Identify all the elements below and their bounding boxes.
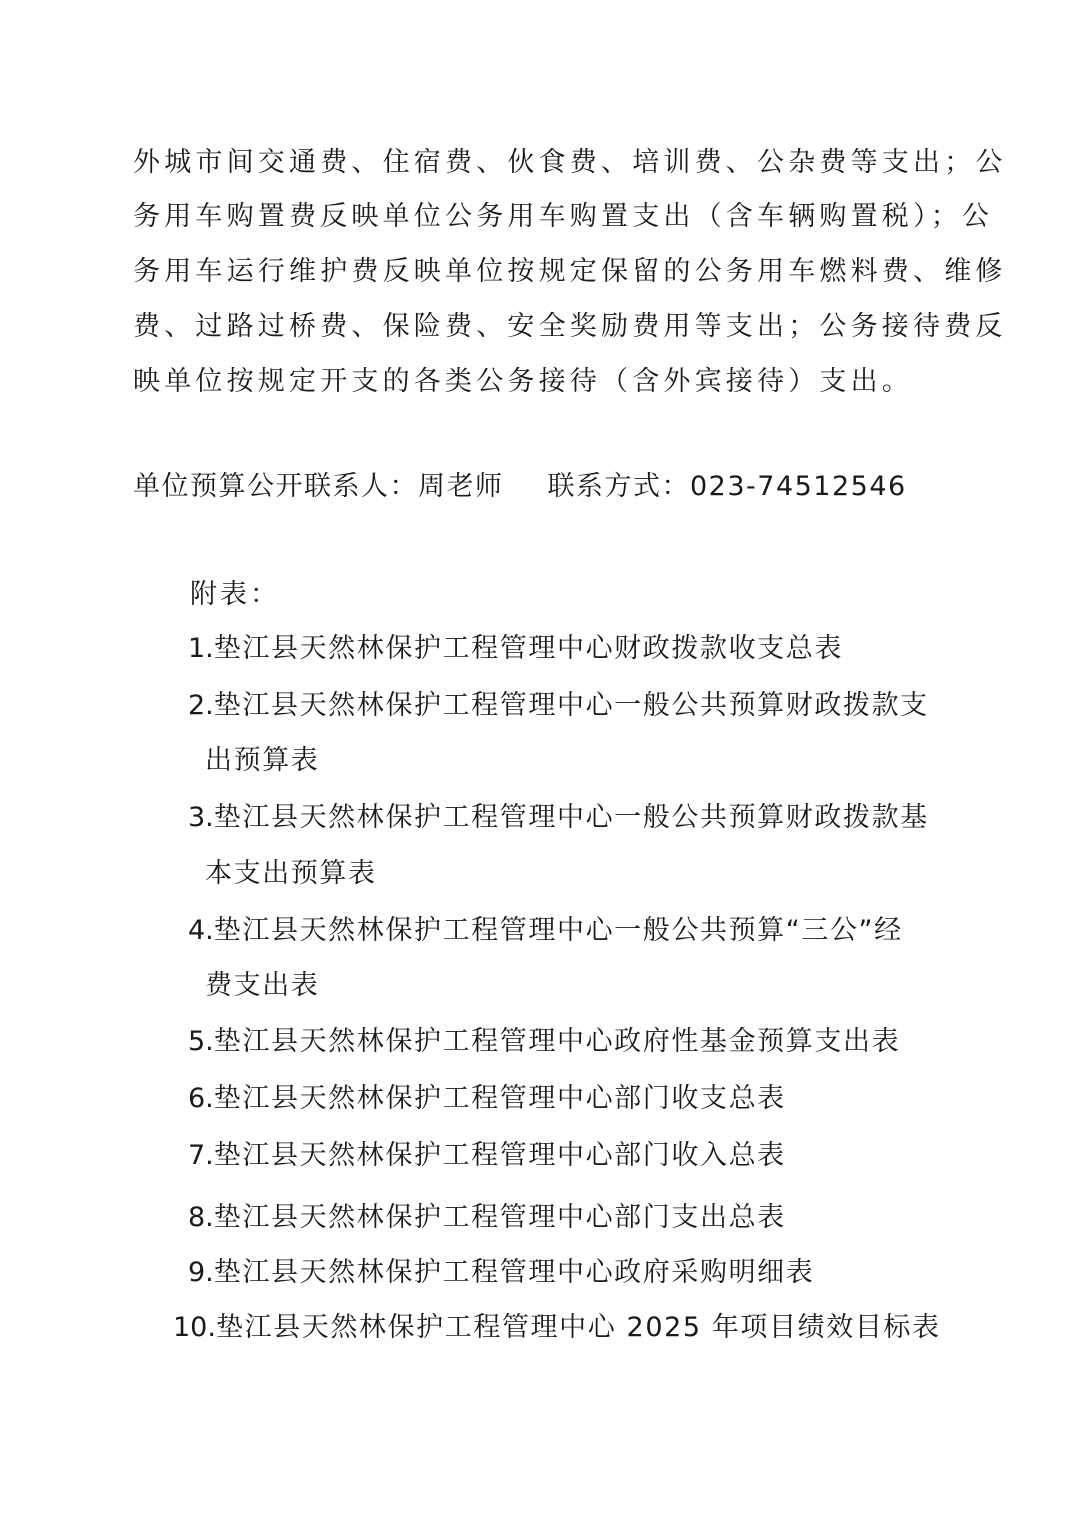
appendix-item-number: 8.: [188, 1202, 214, 1233]
contact-person: 单位预算公开联系人：周老师: [133, 471, 504, 502]
appendix-item-number: 3.: [188, 802, 214, 833]
paragraph-line: 务用车运行维护费反映单位按规定保留的公务用车燃料费、维修: [133, 256, 1007, 287]
appendix-item-number: 7.: [188, 1140, 214, 1171]
appendix-item-continuation: 出预算表: [205, 745, 320, 776]
appendix-item: [188, 1201, 786, 1235]
appendix-item: [188, 689, 929, 723]
appendix-item: [188, 801, 929, 835]
appendix-item: [188, 914, 903, 948]
appendix-item: [173, 1311, 941, 1345]
appendix-item-number: 1.: [188, 633, 214, 664]
appendix-item: [188, 1025, 900, 1059]
appendix-item-number: 10.: [173, 1312, 216, 1343]
paragraph-line: 费、过路过桥费、保险费、安全奖励费用等支出；公务接待费反: [133, 311, 1007, 342]
appendix-item: [188, 1256, 814, 1290]
appendix-item-text: 垫江县天然林保护工程管理中心一般公共预算财政拨款支: [213, 690, 929, 721]
contact-phone: 联系方式：023-74512546: [547, 471, 907, 502]
paragraph-line: 外城市间交通费、住宿费、伙食费、培训费、公杂费等支出；公: [133, 147, 1007, 178]
contact-line: [133, 470, 907, 504]
appendix-item-text: 垫江县天然林保护工程管理中心政府采购明细表: [213, 1257, 815, 1288]
appendix-item: [188, 1139, 786, 1173]
appendix-item-text: 垫江县天然林保护工程管理中心一般公共预算“三公”经: [213, 915, 903, 946]
appendix-item-number: 5.: [188, 1026, 214, 1057]
appendix-item-text: 垫江县天然林保护工程管理中心部门收入总表: [213, 1140, 786, 1171]
appendix-item-continuation: 本支出预算表: [205, 858, 377, 889]
appendix-title: 附表：: [190, 579, 280, 610]
appendix-item: [188, 632, 843, 666]
appendix-item-text: 垫江县天然林保护工程管理中心一般公共预算财政拨款基: [213, 802, 929, 833]
appendix-item-continuation: 费支出表: [205, 970, 320, 1001]
paragraph-line: 映单位按规定开支的各类公务接待（含外宾接待）支出。: [133, 366, 913, 397]
appendix-item-text: 垫江县天然林保护工程管理中心政府性基金预算支出表: [213, 1026, 901, 1057]
appendix-item-text: 垫江县天然林保护工程管理中心财政拨款收支总表: [213, 633, 843, 664]
paragraph-line: 务用车购置费反映单位公务用车购置支出（含车辆购置税）；公: [133, 201, 994, 232]
appendix-item-text: 垫江县天然林保护工程管理中心部门支出总表: [213, 1202, 786, 1233]
appendix-item-number: 9.: [188, 1257, 214, 1288]
appendix-item-number: 2.: [188, 690, 214, 721]
appendix-item-number: 6.: [188, 1083, 214, 1114]
appendix-item: [188, 1082, 786, 1116]
appendix-item-text: 垫江县天然林保护工程管理中心 2025 年项目绩效目标表: [215, 1312, 941, 1343]
appendix-item-number: 4.: [188, 915, 214, 946]
appendix-item-text: 垫江县天然林保护工程管理中心部门收支总表: [213, 1083, 786, 1114]
